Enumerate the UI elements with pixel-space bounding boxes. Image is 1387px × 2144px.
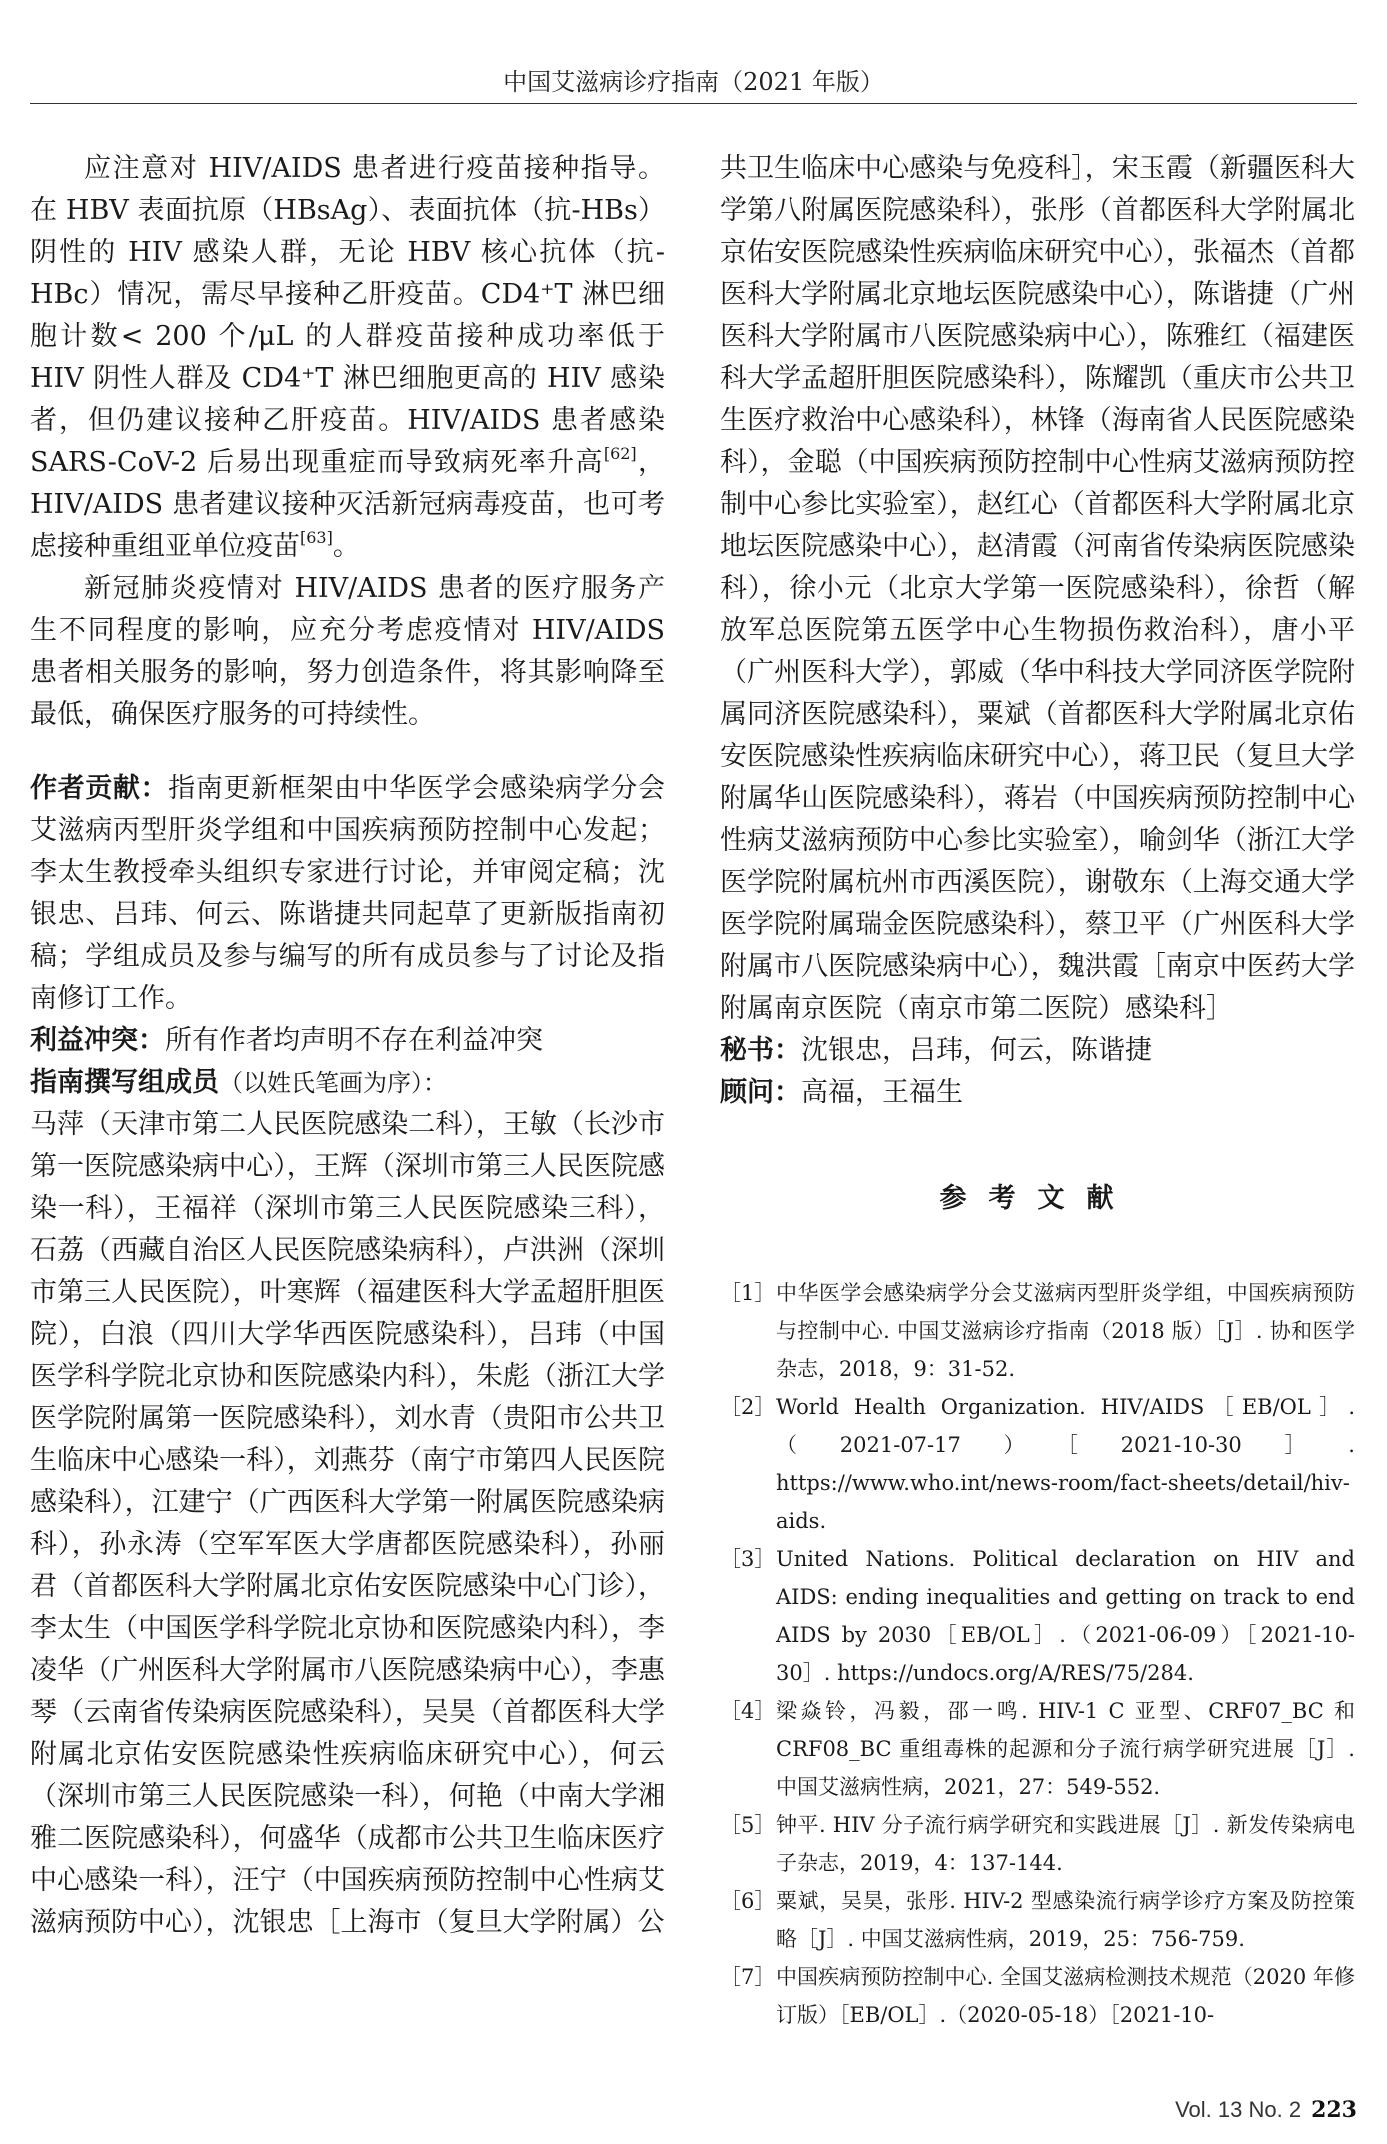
members-note: （以姓氏笔画为序）：	[219, 1069, 447, 1097]
reference-text: United Nations. Political declaration on HIV and AIDS: ending inequalities and getting on track to end AIDS by 2030［EB/OL］.（2021-06-09）［2021-10-30］. https://undocs.org/A/RES/75/284.	[776, 1547, 1355, 1685]
reference-number: ［3］	[720, 1547, 776, 1571]
reference-item	[720, 1958, 1355, 2034]
reference-number: ［5］	[720, 1813, 776, 1837]
reference-text: 中国疾病预防控制中心. 全国艾滋病检测技术规范（2020 年修订版）［EB/OL］.（2020-05-18）［2021-10-	[776, 1965, 1355, 2027]
reference-item	[720, 1692, 1355, 1806]
advisor-label: 顾问：	[720, 1077, 801, 1108]
secretary-text: 沈银忠，吕玮，何云，陈谐捷	[801, 1035, 1152, 1066]
reference-item	[720, 1274, 1355, 1388]
reference-number: ［2］	[720, 1395, 776, 1419]
author-contribution-label: 作者贡献：	[30, 773, 169, 804]
author-contribution	[30, 768, 665, 1020]
members-list-continued: 共卫生临床中心感染与免疫科］，宋玉霞（新疆医科大学第八附属医院感染科），张彤（首都医科大学附属北京佑安医院感染性疾病临床研究中心），张福杰（首都医科大学附属北京地坛医院感染中心），陈谐捷（广州医科大学附属市八医院感染病中心），陈雅红（福建医科大学孟超肝胆医院感染科），陈耀凯（重庆市公共卫生医疗救治中心感染科），林锋（海南省人民医院感染科），金聪（中国疾病预防控制中心性病艾滋病预防控制中心参比实验室），赵红心（首都医科大学附属北京地坛医院感染中心），赵清霞（河南省传染病医院感染科），徐小元（北京大学第一医院感染科），徐哲（解放军总医院第五医学中心生物损伤救治科），唐小平（广州医科大学），郭威（华中科技大学同济医学院附属同济医院感染科），粟斌（首都医科大学附属北京佑安医院感染性疾病临床研究中心），蒋卫民（复旦大学附属华山医院感染科），蒋岩（中国疾病预防控制中心性病艾滋病预防中心参比实验室），喻剑华（浙江大学医学院附属杭州市西溪医院），谢敬东（上海交通大学医学院附属瑞金医院感染科），蔡卫平（广州医科大学附属市八医院感染病中心），魏洪霞［南京中医药大学附属南京医院（南京市第二医院）感染科］	[720, 153, 1355, 1024]
reference-number: ［6］	[720, 1889, 776, 1913]
conflict-of-interest-text: 所有作者均声明不存在利益冲突	[165, 1025, 543, 1056]
paragraph-vaccination	[30, 148, 665, 568]
conflict-of-interest-label: 利益冲突：	[30, 1025, 165, 1056]
citation-62: [62]	[603, 444, 637, 463]
advisor	[720, 1072, 1355, 1114]
right-column	[720, 148, 1355, 2063]
header-rule	[30, 103, 1357, 104]
reference-text: 梁焱铃，冯毅，邵一鸣. HIV-1 C 亚型、CRF07_BC 和 CRF08_BC 重组毒株的起源和分子流行病学研究进展［J］. 中国艾滋病性病，2021，27：549-552.	[776, 1699, 1355, 1799]
page-footer	[1175, 2097, 1357, 2123]
paragraph-covid: 新冠肺炎疫情对 HIV/AIDS 患者的医疗服务产生不同程度的影响，应充分考虑疫情对 HIV/AIDS 患者相关服务的影响，努力创造条件，将其影响降至最低，确保医疗服务的可持续性。	[30, 573, 665, 730]
paragraph-text: 应注意对 HIV/AIDS 患者进行疫苗接种指导。在 HBV 表面抗原（HBsAg）、表面抗体（抗-HBs）阴性的 HIV 感染人群，无论 HBV 核心抗体（抗-HBc）情况，需尽早接种乙肝疫苗。CD4⁺T 淋巴细胞计数< 200 个/μL 的人群疫苗接种成功率低于 HIV 阴性人群及 CD4⁺T 淋巴细胞更高的 HIV 感染者，但仍建议接种乙肝疫苗。HIV/AIDS 患者感染 SARS-CoV-2 后易出现重症而导致病死率升高	[30, 153, 665, 478]
reference-text: 中华医学会感染病学分会艾滋病丙型肝炎学组，中国疾病预防与控制中心. 中国艾滋病诊疗指南（2018 版）［J］. 协和医学杂志，2018，9：31-52.	[776, 1281, 1355, 1381]
spacer	[30, 736, 665, 768]
running-head: 中国艾滋病诊疗指南（2021 年版）	[503, 68, 884, 96]
secretary-label: 秘书：	[720, 1035, 801, 1066]
paragraph-text: ，HIV/AIDS 患者建议接种灭活新冠病毒疫苗，也可考虑接种重组亚单位疫苗	[30, 447, 665, 562]
references-title: 参考文献	[939, 1183, 1136, 1214]
members-list: 马萍（天津市第二人民医院感染二科），王敏（长沙市第一医院感染病中心），王辉（深圳市第三人民医院感染一科），王福祥（深圳市第三人民医院感染三科），石荔（西藏自治区人民医院感染病科），卢洪洲（深圳市第三人民医院），叶寒辉（福建医科大学孟超肝胆医院），白浪（四川大学华西医院感染科），吕玮（中国医学科学院北京协和医院感染内科），朱彪（浙江大学医学院附属第一医院感染科），刘水青（贵阳市公共卫生临床中心感染一科），刘燕芬（南宁市第四人民医院感染科），江建宁（广西医科大学第一附属医院感染病科），孙永涛（空军军医大学唐都医院感染科），孙丽君（首都医科大学附属北京佑安医院感染中心门诊），李太生（中国医学科学院北京协和医院感染内科），李凌华（广州医科大学附属市八医院感染病中心），李惠琴（云南省传染病医院感染科），吴昊（首都医科大学附属北京佑安医院感染性疾病临床研究中心），何云（深圳市第三人民医院感染一科），何艳（中南大学湘雅二医院感染科），何盛华（成都市公共卫生临床医疗中心感染一科），汪宁（中国疾病预防控制中心性病艾滋病预防中心），沈银忠［上海市（复旦大学附属）公	[30, 1109, 665, 1938]
reference-number: ［1］	[720, 1281, 776, 1305]
reference-text: 粟斌，吴昊，张彤. HIV-2 型感染流行病学诊疗方案及防控策略［J］. 中国艾滋病性病，2019，25：756-759.	[776, 1889, 1355, 1951]
left-column	[30, 148, 665, 2063]
reference-text: World Health Organization. HIV/AIDS［EB/OL］.（2021-07-17）［2021-10-30］. https://www.who.int/news-room/fact-sheets/detail/hiv-aids.	[776, 1395, 1355, 1533]
volume-info: Vol. 13 No. 2	[1175, 2097, 1302, 2122]
reference-item	[720, 1540, 1355, 1692]
members-heading	[30, 1062, 665, 1104]
conflict-of-interest	[30, 1020, 665, 1062]
reference-item	[720, 1806, 1355, 1882]
citation-63: [63]	[300, 528, 333, 547]
reference-item	[720, 1882, 1355, 1958]
author-contribution-text: 指南更新框架由中华医学会感染病学分会艾滋病丙型肝炎学组和中国疾病预防控制中心发起；李太生教授牵头组织专家进行讨论，并审阅定稿；沈银忠、吕玮、何云、陈谐捷共同起草了更新版指南初稿；学组成员及参与编写的所有成员参与了讨论及指南修订工作。	[30, 773, 665, 1014]
secretary	[720, 1030, 1355, 1072]
reference-text: 钟平. HIV 分子流行病学研究和实践进展［J］. 新发传染病电子杂志，2019，4：137-144.	[776, 1813, 1355, 1875]
reference-number: ［4］	[720, 1699, 776, 1723]
reference-number: ［7］	[720, 1965, 776, 1989]
page-number: 223	[1311, 2097, 1357, 2123]
reference-list	[720, 1274, 1355, 2034]
reference-item	[720, 1388, 1355, 1540]
members-label: 指南撰写组成员	[30, 1067, 219, 1098]
paragraph-text: 。	[332, 531, 360, 562]
advisor-text: 高福，王福生	[801, 1077, 963, 1108]
